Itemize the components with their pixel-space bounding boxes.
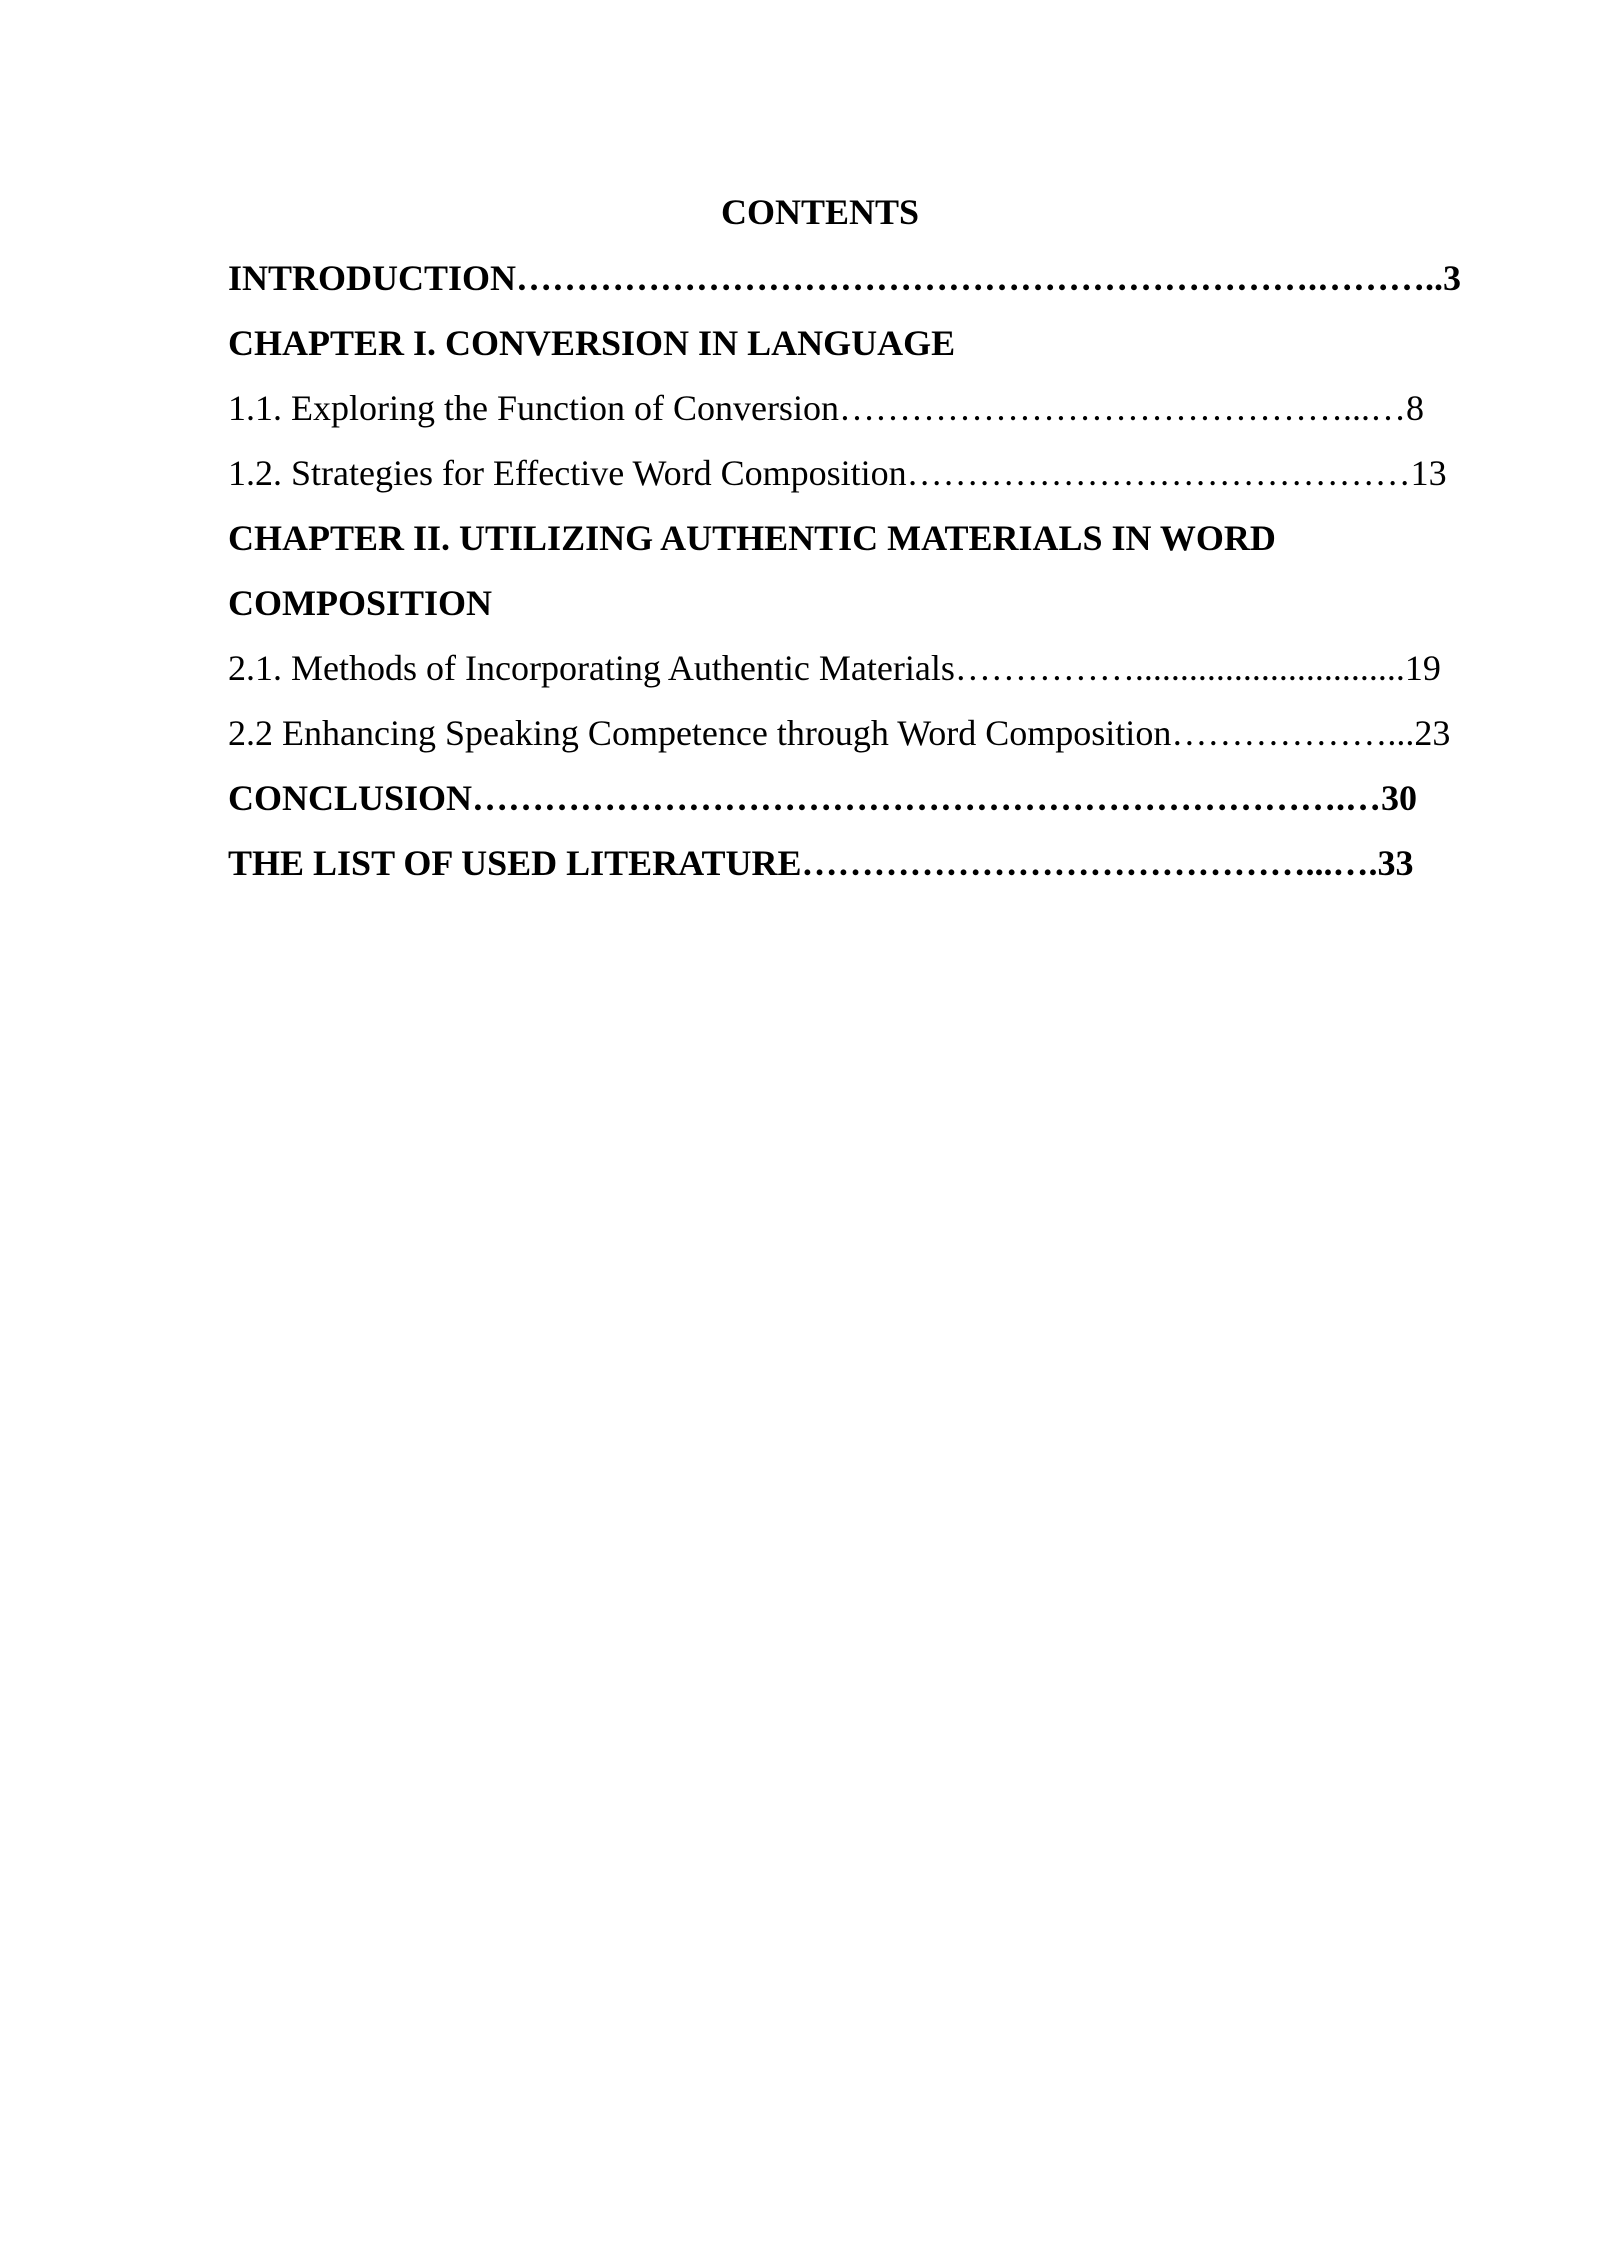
toc-entry-chapter-2-heading-cont: COMPOSITION xyxy=(228,583,493,623)
toc-entry-chapter-2-heading: CHAPTER II. UTILIZING AUTHENTIC MATERIALS IN WORD xyxy=(228,518,1276,558)
toc-entry-conclusion: CONCLUSION……………………………………………………………….…30 xyxy=(228,778,1418,818)
toc-entry-chapter-1-heading: CHAPTER I. CONVERSION IN LANGUAGE xyxy=(228,323,956,363)
toc-entry-2-1: 2.1. Methods of Incorporating Authentic Materials……………..............................19 xyxy=(228,648,1441,688)
page-title: CONTENTS xyxy=(720,192,920,232)
toc-entry-introduction: INTRODUCTION………………………………………………………….………..3 xyxy=(228,258,1462,298)
toc-entry-1-1: 1.1. Exploring the Function of Conversion……………………………………...…8 xyxy=(228,388,1424,428)
toc-entry-1-2: 1.2. Strategies for Effective Word Composition……………………………………13 xyxy=(228,453,1447,493)
toc-entry-literature: THE LIST OF USED LITERATURE……………………………………...….33 xyxy=(228,843,1414,883)
toc-entry-2-2: 2.2 Enhancing Speaking Competence through Word Composition………………...23 xyxy=(228,713,1451,753)
